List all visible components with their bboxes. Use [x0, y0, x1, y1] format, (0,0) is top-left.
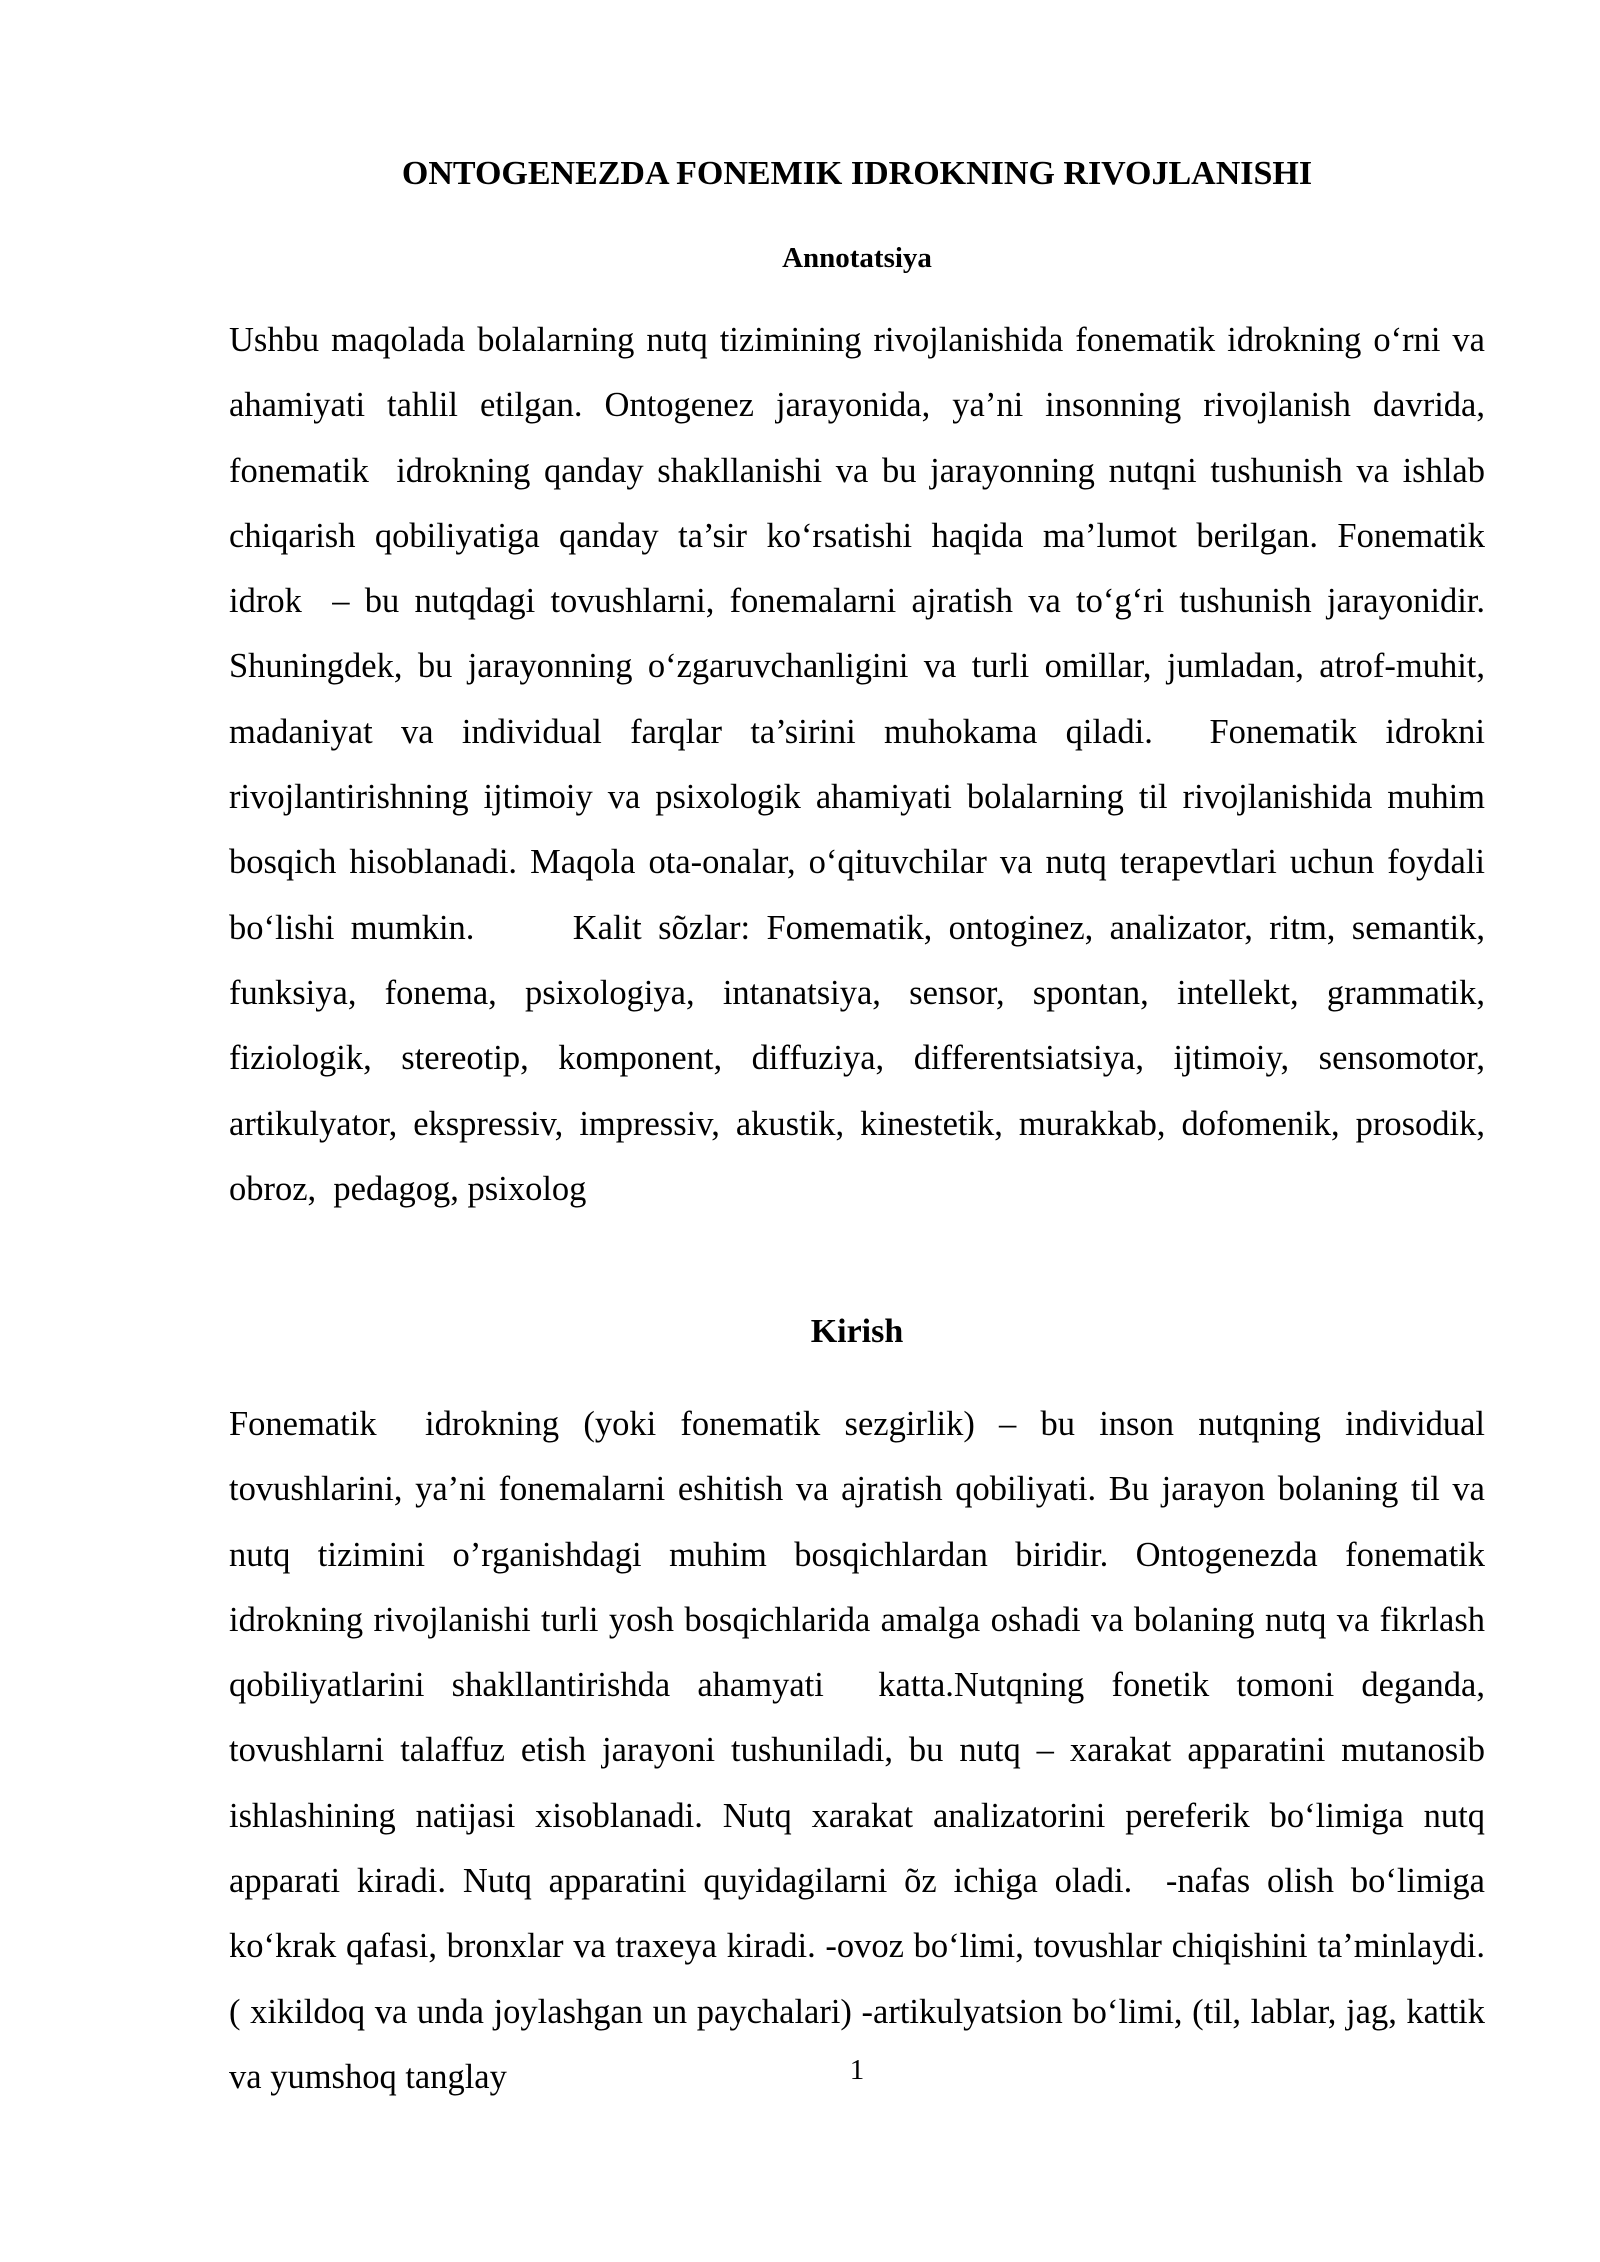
page-number: 1	[849, 2054, 865, 2086]
document-title: ONTOGENEZDA FONEMIK IDROKNING RIVOJLANISHI	[401, 155, 1313, 192]
abstract-paragraph: Ushbu maqolada bolalarning nutq tizimining rivojlanishida fonematik idrokning oʻrni va ahamiyati tahlil etilgan. Ontogenez jarayonida, ya’ni insonning rivojlanish davrida, fonematik idrokning qanday shakllanishi va bu jarayonning nutqni tushunish va ishlab chiqarish qobiliyatiga qanday ta’sir koʻrsatishi haqida ma’lumot berilgan. Fonematik idrok – bu nutqdagi tovushlarni, fonemalarni ajratish va toʻgʻri tushunish jarayonidir. Shuningdek, bu jarayonning oʻzgaruvchanligini va turli omillar, jumladan, atrof-muhit, madaniyat va individual farqlar ta’sirini muhokama qiladi. Fonematik idrokni rivojlantirishning ijtimoiy va psixologik ahamiyati bolalarning til rivojlanishida muhim bosqich hisoblanadi. Maqola ota-onalar, oʻqituvchilar va nutq terapevtlari uchun foydali boʻlishi mumkin. Kalit sõzlar: Fomematik, ontoginez, analizator, ritm, semantik, funksiya, fonema, psixologiya, intanatsiya, sensor, spontan, intellekt, grammatik, fiziologik, stereotip, komponent, diffuziya, differentsiatsiya, ijtimoiy, sensomotor, artikulyator, ekspressiv, impressiv, akustik, kinestetik, murakkab, dofomenik, prosodik, obroz, pedagog, psixolog	[229, 321, 1503, 1208]
introduction-heading: Kirish	[810, 1313, 904, 1350]
introduction-paragraph: Fonematik idrokning (yoki fonematik sezgirlik) – bu inson nutqning individual tovushlarini, ya’ni fonemalarni eshitish va ajratish qobiliyati. Bu jarayon bolaning til va nutq tizimini o’rganishdagi muhim bosqichlardan biridir. Ontogenezda fonematik idrokning rivojlanishi turli yosh bosqichlarida amalga oshadi va bolaning nutq va fikrlash qobiliyatlarini shakllantirishda ahamyati katta.Nutqning fonetik tomoni deganda, tovushlarni talaffuz etish jarayoni tushuniladi, bu nutq – xarakat apparatini mutanosib ishlashining natijasi xisoblanadi. Nutq xarakat analizatorini pereferik boʻlimiga nutq apparati kiradi. Nutq apparatini quyidagilarni õz ichiga oladi. -nafas olish boʻlimiga koʻkrak qafasi, bronxlar va traxeya kiradi. -ovoz boʻlimi, tovushlar chiqishini ta’minlaydi.( xikildoq va unda joylashgan un paychalari) -artikulyatsion boʻlimi, (til, lablar, jag, kattik va yumshoq tanglay	[229, 1405, 1503, 2096]
abstract-heading: Annotatsiya	[782, 242, 932, 274]
